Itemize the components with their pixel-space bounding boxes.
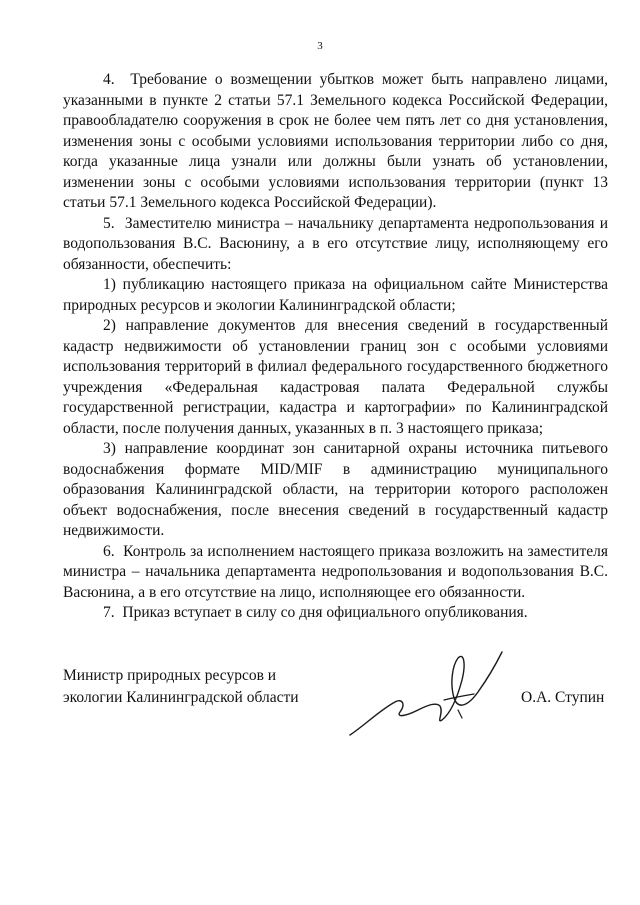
paragraph-6: 6. Контроль за исполнением настоящего приказа возложить на заместителя министра – начальника департамента недропользования и водопользования В.С. Васюнина, а в его отсутствие на лицо, исполняющее его обязанности. — [63, 542, 608, 601]
page-number: 3 — [317, 40, 323, 52]
signatory-name: О.А. Ступин — [521, 689, 605, 706]
signatory-position-line-2: экологии Калининградской области — [63, 689, 299, 706]
paragraph-5-item-2: 2) направление документов для внесения сведений в государственный кадастр недвижимости об установлении границ зон с особыми условиями использования территорий в филиал федерального государственного бюджетного учреждения «Федеральная кадастровая палата Федеральной службы государственной регистрации, кадастра и картографии» по Калининградской области, после получения данных, указанных в п. 3 настоящего приказа; — [63, 317, 608, 437]
document-body — [63, 70, 608, 624]
signatory-position-line-1: Министр природных ресурсов и — [63, 667, 277, 684]
signatory-position — [63, 665, 299, 709]
handwritten-signature — [340, 640, 520, 750]
paragraph-5: 5. Заместителю министра – начальнику департамента недропользования и водопользования В.С. Васюнину, а в его отсутствие лицу, исполняющему его обязанности, обеспечить: — [63, 214, 608, 273]
paragraph-7: 7. Приказ вступает в силу со дня официального опубликования. — [103, 604, 528, 621]
paragraph-4: 4. Требование о возмещении убытков может быть направлено лицами, указанными в пункте 2 статьи 57.1 Земельного кодекса Российской Федерации, правообладателю сооружения в срок не более чем пять лет со дня установления, изменения зоны с особыми условиями использования территории либо со дня, когда указанные лица узнали или должны были узнать об установлении, изменении зоны с особыми условиями использования территории (пункт 13 статьи 57.1 Земельного кодекса Российской Федерации). — [63, 71, 608, 211]
paragraph-5-item-1: 1) публикацию настоящего приказа на официальном сайте Министерства природных ресурсов и экологии Калининградской области; — [63, 276, 608, 314]
paragraph-5-item-3: 3) направление координат зон санитарной охраны источника питьевого водоснабжения формате MID/MIF в администрацию муниципального образования Калининградской области, на территории которого расположен объект водоснабжения, после внесения сведений в государственный кадастр недвижимости. — [63, 440, 608, 539]
